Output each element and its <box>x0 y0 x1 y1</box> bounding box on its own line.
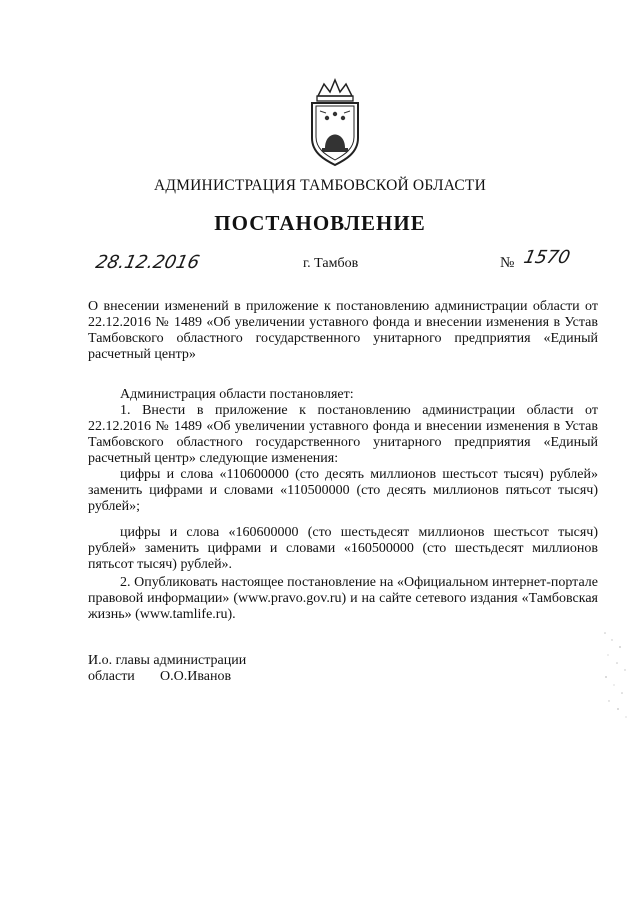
change-2-paragraph: цифры и слова «160600000 (сто шестьдесят миллионов шестьсот тысяч) рублей» заменить цифрами и словами «160500000 (сто шестьдесят миллионов пятьсот тысяч) рублей». <box>88 525 598 572</box>
organization-name: АДМИНИСТРАЦИЯ ТАМБОВСКОЙ ОБЛАСТИ <box>154 177 486 194</box>
signatory-position-line1: И.о. главы администрации <box>88 653 247 668</box>
document-subject: О внесении изменений в приложение к постановлению администрации области от 22.12.2016 № 1489 «Об увеличении уставного фонда и внесении изменения в Устав Тамбовского областного государственного унитарного предприятия «Единый расчетный центр» <box>88 299 598 362</box>
change-1-paragraph: цифры и слова «110600000 (сто десять миллионов шестьсот тысяч) рублей» заменить цифрами и словами «110500000 (сто десять миллионов пятьсот тысяч) рублей»; <box>88 467 598 514</box>
scan-noise <box>600 625 630 725</box>
coat-of-arms-icon <box>300 78 370 168</box>
intro-paragraph: Администрация области постановляет: <box>120 387 354 402</box>
signatory-position-line2: области <box>88 669 135 684</box>
item-2-paragraph: 2. Опубликовать настоящее постановление на «Официальном интернет-портале правовой информации» (www.pravo.gov.ru) и на сайте сетевого издания «Тамбовская жизнь» (www.tamlife.ru). <box>88 575 598 622</box>
document-date: 28.12.2016 <box>93 252 202 273</box>
signatory-name: О.О.Иванов <box>160 669 232 684</box>
item-1-paragraph: 1. Внести в приложение к постановлению администрации области от 22.12.2016 № 1489 «Об увеличении уставного фонда и внесении изменения в Устав Тамбовского областного государственного унитарного предприятия «Единый расчетный центр» следующие изменения: <box>88 403 598 466</box>
document-city: г. Тамбов <box>303 256 359 271</box>
number-label: № <box>500 255 515 271</box>
document-number: 1570 <box>521 247 573 268</box>
document-type-title: ПОСТАНОВЛЕНИЕ <box>214 211 426 235</box>
